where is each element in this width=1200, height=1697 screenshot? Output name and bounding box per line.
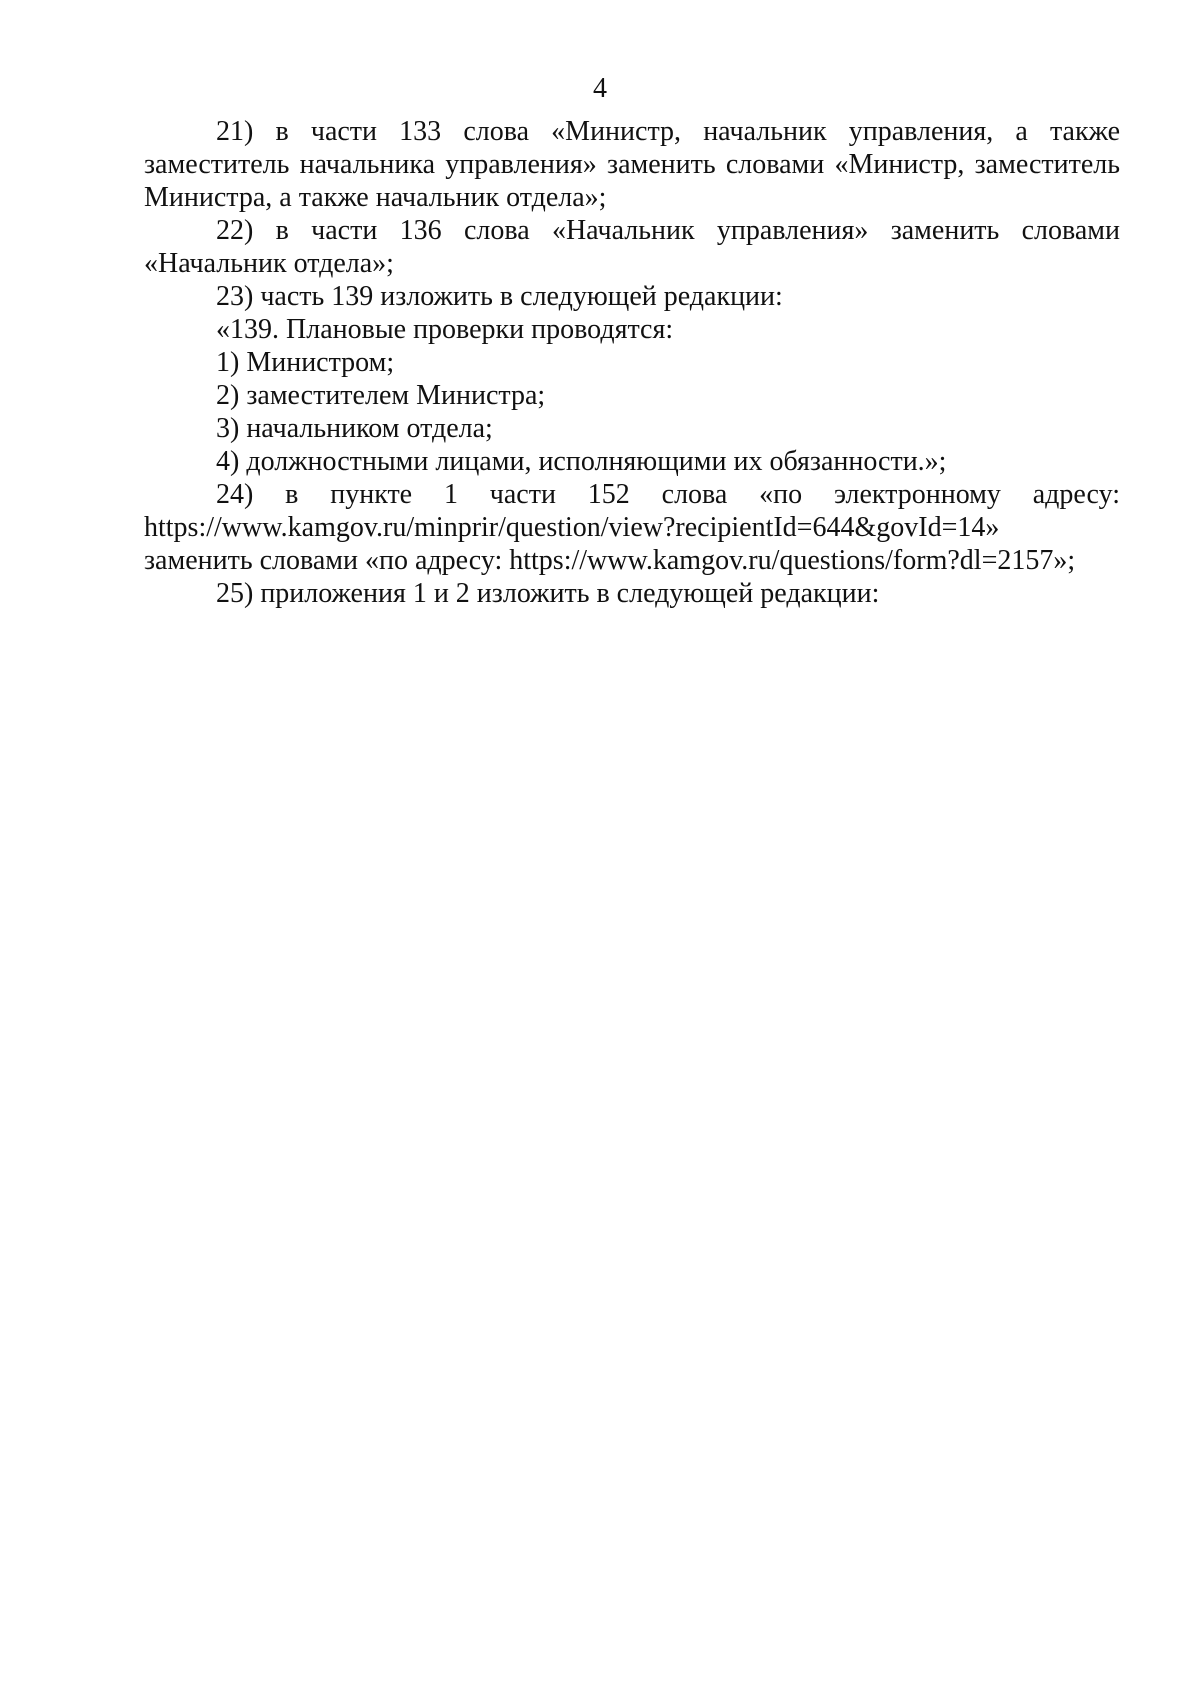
item-22-paragraph: 22) в части 136 слова «Начальник управления» заменить словами «Начальник отдела»; — [144, 215, 1120, 279]
list-item-2: 2) заместителем Министра; — [216, 380, 546, 411]
old-url-line: https://www.kamgov.ru/minprir/question/view?recipientId=644&govId=14» — [144, 512, 1000, 543]
item-24-paragraph: 24) в пункте 1 части 152 слова «по электронному адресу: — [216, 479, 1120, 510]
list-item-4: 4) должностными лицами, исполняющими их обязанности.»; — [216, 446, 947, 477]
list-item-1: 1) Министром; — [216, 347, 395, 378]
replacement-url-line: заменить словами «по адресу: https://www.kamgov.ru/questions/form?dl=2157»; — [144, 545, 1076, 576]
list-item-3: 3) начальником отдела; — [216, 413, 493, 444]
item-21-paragraph: 21) в части 133 слова «Министр, начальник управления, а также заместитель начальника управления» заменить словами «Министр, заместитель Министра, а также начальник отдела»; — [144, 116, 1120, 213]
item-25-paragraph: 25) приложения 1 и 2 изложить в следующей редакции: — [216, 578, 880, 609]
page-number: 4 — [593, 73, 607, 104]
document-body — [144, 115, 1120, 610]
item-23-paragraph: 23) часть 139 изложить в следующей редакции: — [216, 281, 783, 312]
quoted-part-139-heading: «139. Плановые проверки проводятся: — [216, 314, 674, 345]
